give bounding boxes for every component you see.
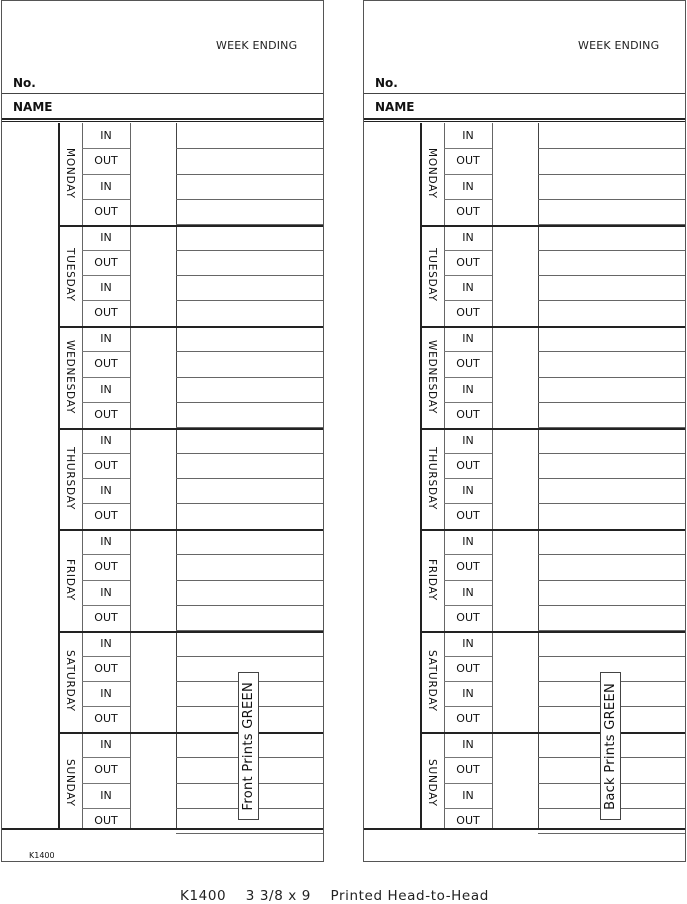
slot-separator: [82, 783, 130, 784]
day-divider: [58, 631, 323, 633]
slot-separator: [82, 478, 130, 479]
slot-separator: [444, 554, 492, 555]
slot-separator: [444, 757, 492, 758]
slot-label-in: IN: [100, 332, 112, 345]
day-label: [58, 225, 82, 327]
slot-label-out: OUT: [94, 407, 118, 421]
front-stamp-note: [238, 672, 259, 820]
day-label: [58, 123, 82, 225]
punch-row-line: [176, 250, 323, 251]
slot-separator: [444, 478, 492, 479]
slot-separator: [444, 174, 492, 175]
punch-row-line: [176, 580, 323, 581]
slot-label-in: IN: [100, 535, 112, 548]
number-line: [364, 93, 685, 94]
punch-row-line: [538, 174, 685, 175]
day-block-sunday: [420, 732, 685, 834]
day-label: [420, 631, 444, 733]
slot-label-in: IN: [462, 484, 474, 498]
slot-label-in: IN: [100, 484, 112, 498]
punch-row-line: [538, 351, 685, 352]
day-name: TUESDAY: [426, 248, 438, 303]
slot-separator: [82, 706, 130, 707]
back-time-card: [363, 0, 686, 862]
slot-separator: [82, 148, 130, 149]
day-name: THURSDAY: [64, 446, 76, 510]
slot-separator: [444, 656, 492, 657]
slot-separator: [444, 580, 492, 581]
number-label: No.: [375, 76, 398, 90]
day-divider: [420, 326, 685, 328]
slot-separator: [444, 681, 492, 682]
slot-label-in: IN: [462, 687, 474, 701]
day-block-monday: [420, 123, 685, 225]
name-label: NAME: [375, 100, 415, 114]
slot-separator: [82, 402, 130, 403]
slot-separator: [82, 656, 130, 657]
header-divider: [2, 118, 323, 120]
day-divider: [420, 428, 685, 430]
punch-row-line: [176, 656, 323, 657]
punch-row-line: [176, 275, 323, 276]
day-name: FRIDAY: [426, 558, 438, 601]
punch-row-line: [538, 199, 685, 200]
slot-label-in: IN: [100, 129, 112, 142]
slot-separator: [82, 199, 130, 200]
week-ending-label: WEEK ENDING: [578, 39, 660, 52]
punch-row-line: [538, 503, 685, 504]
slot-label-in: IN: [462, 433, 474, 447]
punch-row-line: [538, 833, 685, 834]
week-ending-label: WEEK ENDING: [216, 39, 298, 52]
day-name: MONDAY: [426, 148, 438, 200]
slot-separator: [444, 453, 492, 454]
slot-label-out: OUT: [456, 407, 480, 421]
back-stamp-note: [600, 672, 621, 820]
slot-separator: [82, 275, 130, 276]
slot-label-in: IN: [100, 179, 112, 193]
slot-label-out: OUT: [94, 357, 118, 371]
slot-label-in: IN: [462, 281, 474, 295]
back-stamp-text: Back Prints GREEN: [603, 682, 618, 810]
slot-label-in: IN: [462, 585, 474, 599]
slot-separator: [444, 808, 492, 809]
slot-separator: [82, 174, 130, 175]
model-number: K1400: [29, 851, 55, 860]
slot-label-in: IN: [100, 382, 112, 396]
header-divider: [364, 118, 685, 120]
day-name: MONDAY: [64, 148, 76, 200]
slot-separator: [444, 503, 492, 504]
day-block-thursday: [420, 428, 685, 530]
slot-label-in: IN: [462, 129, 474, 142]
day-block-wednesday: [58, 326, 323, 428]
number-line: [2, 93, 323, 94]
slot-label-out: OUT: [456, 357, 480, 371]
day-label: [420, 123, 444, 225]
slot-label-in: IN: [462, 230, 474, 244]
caption: K1400 3 3/8 x 9 Printed Head-to-Head: [180, 888, 489, 904]
day-label: [420, 225, 444, 327]
day-divider: [420, 631, 685, 633]
day-block-saturday: [420, 631, 685, 733]
slot-label-out: OUT: [456, 306, 480, 320]
slot-label-in: IN: [462, 738, 474, 751]
slot-label-out: OUT: [456, 560, 480, 574]
day-divider: [58, 326, 323, 328]
day-label: [420, 326, 444, 428]
slot-separator: [82, 681, 130, 682]
punch-row-line: [538, 148, 685, 149]
day-divider: [420, 529, 685, 531]
day-divider: [58, 732, 323, 734]
slot-label-out: OUT: [94, 204, 118, 218]
slot-separator: [82, 757, 130, 758]
day-block-friday: [420, 529, 685, 631]
punch-row-line: [176, 377, 323, 378]
day-block-tuesday: [58, 225, 323, 327]
punch-row-line: [538, 453, 685, 454]
slot-label-out: OUT: [456, 458, 480, 472]
punch-row-line: [538, 377, 685, 378]
slot-label-out: OUT: [94, 458, 118, 472]
punch-row-line: [176, 174, 323, 175]
punch-row-line: [538, 554, 685, 555]
slot-separator: [444, 783, 492, 784]
slot-separator: [82, 808, 130, 809]
punch-row-line: [538, 478, 685, 479]
day-label: [420, 732, 444, 834]
slot-label-in: IN: [462, 382, 474, 396]
day-block-friday: [58, 529, 323, 631]
slot-label-out: OUT: [94, 813, 118, 827]
day-name: WEDNESDAY: [426, 339, 438, 414]
day-block-thursday: [58, 428, 323, 530]
punch-row-line: [176, 605, 323, 606]
slot-label-in: IN: [100, 281, 112, 295]
punch-grid: [2, 123, 323, 829]
day-name: WEDNESDAY: [64, 339, 76, 414]
slot-label-in: IN: [100, 585, 112, 599]
slot-separator: [444, 250, 492, 251]
punch-row-line: [176, 199, 323, 200]
slot-separator: [444, 402, 492, 403]
slot-label-in: IN: [462, 535, 474, 548]
slot-separator: [444, 605, 492, 606]
slot-label-in: IN: [100, 687, 112, 701]
day-divider: [420, 225, 685, 227]
slot-label-out: OUT: [456, 712, 480, 726]
slot-label-in: IN: [100, 230, 112, 244]
day-block-saturday: [58, 631, 323, 733]
slot-separator: [82, 580, 130, 581]
number-label: No.: [13, 76, 36, 90]
slot-label-in: IN: [462, 332, 474, 345]
day-label: [420, 428, 444, 530]
day-block-sunday: [58, 732, 323, 834]
punch-row-line: [176, 453, 323, 454]
slot-label-out: OUT: [94, 255, 118, 269]
slot-label-out: OUT: [456, 255, 480, 269]
slot-label-out: OUT: [94, 154, 118, 168]
slot-separator: [82, 453, 130, 454]
slot-label-out: OUT: [94, 610, 118, 624]
slot-separator: [82, 554, 130, 555]
front-time-card: [1, 0, 324, 862]
punch-row-line: [176, 503, 323, 504]
day-label: [58, 326, 82, 428]
day-label: [58, 428, 82, 530]
header-divider-thin: [364, 121, 685, 122]
punch-row-line: [538, 605, 685, 606]
front-stamp-text: Front Prints GREEN: [241, 681, 256, 811]
day-divider: [420, 732, 685, 734]
slot-label-out: OUT: [456, 763, 480, 777]
slot-label-out: OUT: [94, 712, 118, 726]
slot-label-in: IN: [100, 433, 112, 447]
punch-row-line: [176, 554, 323, 555]
day-block-wednesday: [420, 326, 685, 428]
slot-label-in: IN: [100, 738, 112, 751]
slot-separator: [444, 275, 492, 276]
slot-label-out: OUT: [94, 306, 118, 320]
punch-row-line: [538, 300, 685, 301]
punch-row-line: [538, 402, 685, 403]
day-divider: [58, 428, 323, 430]
day-name: SUNDAY: [64, 758, 76, 807]
day-name: TUESDAY: [64, 248, 76, 303]
slot-separator: [444, 377, 492, 378]
slot-separator: [444, 351, 492, 352]
slot-separator: [82, 377, 130, 378]
slot-label-in: IN: [100, 636, 112, 650]
slot-separator: [444, 148, 492, 149]
punch-row-line: [176, 402, 323, 403]
punch-row-line: [538, 275, 685, 276]
slot-label-in: IN: [462, 636, 474, 650]
day-label: [58, 732, 82, 834]
slot-label-out: OUT: [456, 509, 480, 523]
day-label: [58, 529, 82, 631]
punch-row-line: [538, 656, 685, 657]
slot-separator: [82, 605, 130, 606]
day-name: SATURDAY: [64, 650, 76, 713]
day-name: FRIDAY: [64, 558, 76, 601]
slot-label-out: OUT: [94, 509, 118, 523]
day-divider: [58, 225, 323, 227]
slot-label-out: OUT: [456, 154, 480, 168]
slot-label-out: OUT: [456, 813, 480, 827]
slot-separator: [444, 199, 492, 200]
header-divider-thin: [2, 121, 323, 122]
punch-row-line: [176, 351, 323, 352]
day-label: [58, 631, 82, 733]
punch-row-line: [176, 833, 323, 834]
punch-grid: [364, 123, 685, 829]
name-label: NAME: [13, 100, 53, 114]
punch-row-line: [176, 478, 323, 479]
day-label: [420, 529, 444, 631]
day-name: THURSDAY: [426, 446, 438, 510]
punch-row-line: [176, 300, 323, 301]
day-name: SUNDAY: [426, 758, 438, 807]
slot-label-out: OUT: [456, 661, 480, 675]
slot-label-out: OUT: [456, 204, 480, 218]
day-block-tuesday: [420, 225, 685, 327]
slot-separator: [82, 351, 130, 352]
slot-separator: [444, 300, 492, 301]
slot-separator: [82, 503, 130, 504]
slot-separator: [444, 706, 492, 707]
day-divider: [58, 529, 323, 531]
slot-label-out: OUT: [94, 661, 118, 675]
punch-row-line: [176, 148, 323, 149]
slot-label-out: OUT: [94, 763, 118, 777]
day-name: SATURDAY: [426, 650, 438, 713]
slot-label-out: OUT: [456, 610, 480, 624]
slot-label-out: OUT: [94, 560, 118, 574]
day-block-monday: [58, 123, 323, 225]
punch-row-line: [538, 250, 685, 251]
punch-row-line: [538, 580, 685, 581]
slot-separator: [82, 300, 130, 301]
slot-label-in: IN: [462, 788, 474, 802]
slot-separator: [82, 250, 130, 251]
slot-label-in: IN: [462, 179, 474, 193]
slot-label-in: IN: [100, 788, 112, 802]
